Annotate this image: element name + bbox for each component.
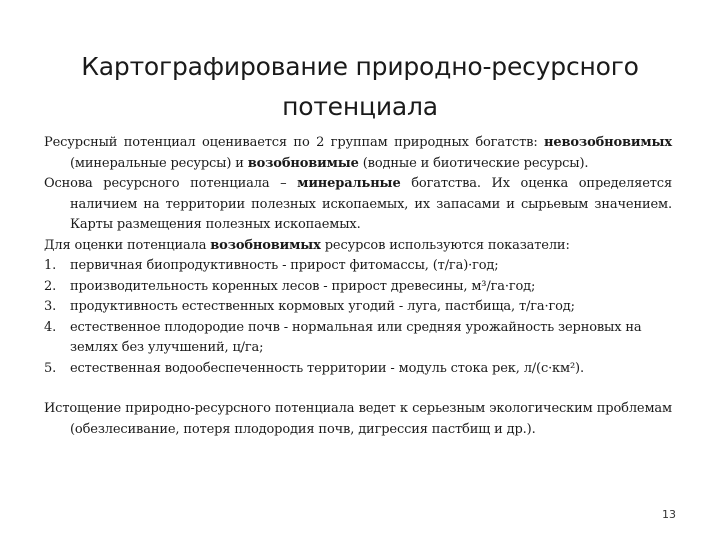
text-fragment: (минеральные ресурсы) и	[70, 155, 248, 171]
bold-term: возобновимых	[210, 237, 321, 253]
bold-term: невозобновимых	[544, 135, 672, 150]
spacer	[44, 379, 672, 399]
text-fragment: (водные и биотические ресурсы).	[358, 155, 589, 171]
list-item-text: первичная биопродуктивность - прирост фитомассы, (т/га)·год;	[70, 258, 499, 273]
list-item-text: продуктивность естественных кормовых угодий - луга, пастбища, т/га·год;	[70, 299, 575, 314]
list-item-text: производительность коренных лесов - прирост древесины, м³/га·год;	[70, 278, 536, 294]
paragraph-resource-groups	[44, 133, 672, 174]
bold-term: возобновимые	[247, 155, 359, 171]
list-item	[44, 297, 672, 318]
paragraph-indicators-intro	[44, 236, 672, 257]
list-item	[44, 256, 672, 277]
slide-body	[44, 133, 672, 440]
paragraph-depletion: Истощение природно-ресурсного потенциала ведет к серьезным экологическим проблемам (обезлесивание, потеря плодородия почв, дигрессия пастбищ и др.).	[44, 401, 672, 437]
list-number: 5.	[44, 360, 57, 376]
text-fragment: Основа ресурсного потенциала –	[44, 176, 298, 191]
list-item	[44, 277, 672, 298]
list-number: 4.	[44, 319, 57, 335]
list-number: 1.	[44, 258, 57, 273]
list-item	[44, 318, 672, 359]
slide-title-line2: потенциала	[282, 91, 438, 121]
list-item-text: естественное плодородие почв - нормальная или средняя урожайность зерновых на землях без улучшений, ц/га;	[70, 319, 642, 355]
list-item-text: естественная водообеспеченность территории - модуль стока рек, л/(с·км²).	[70, 360, 584, 376]
indicators-list	[44, 256, 672, 379]
text-fragment: ресурсов используются показатели:	[320, 237, 570, 253]
paragraph-mineral-basis	[44, 174, 672, 236]
text-fragment: Ресурсный потенциал оценивается по 2 группам природных богатств:	[44, 135, 545, 150]
page-number: 13	[662, 508, 676, 521]
text-fragment: Для оценки потенциала	[44, 237, 211, 253]
slide-title-line1: Картографирование природно-ресурсного	[81, 51, 639, 81]
bold-term: минеральные	[297, 176, 401, 191]
slide-title	[40, 47, 680, 127]
text-fragment: богатства. Их оценка определяется наличием на территории полезных ископаемых, их запасами и сырьевым значением. Карты размещения полезных ископаемых.	[70, 176, 672, 232]
list-item	[44, 359, 672, 380]
list-number: 2.	[44, 278, 57, 294]
list-number: 3.	[44, 299, 57, 314]
